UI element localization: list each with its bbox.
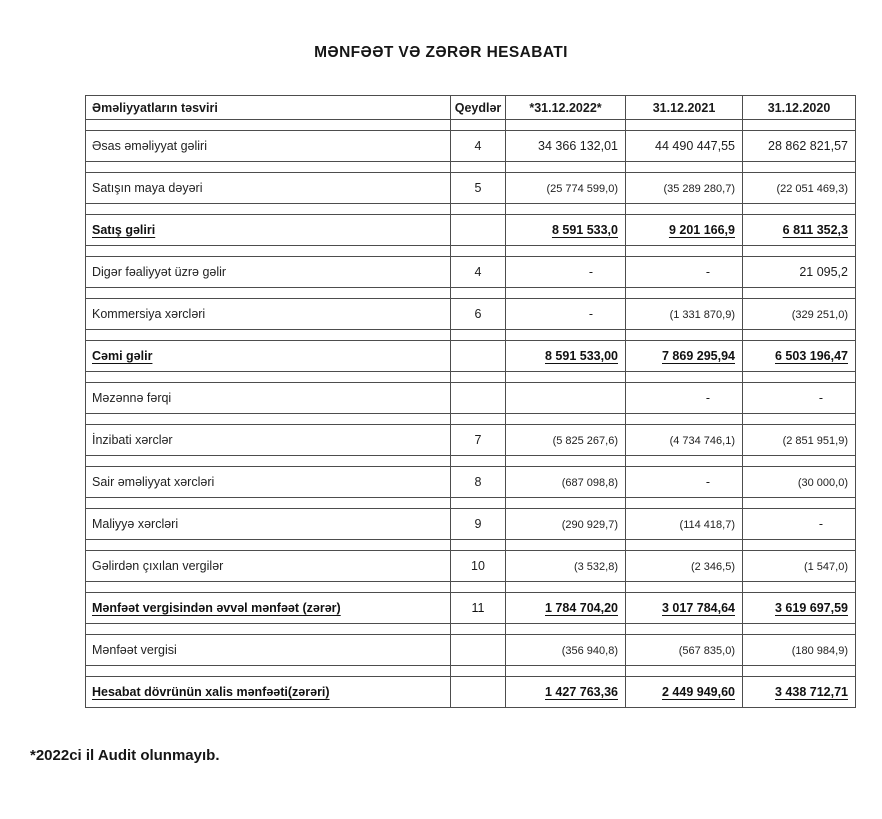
row-value-cell — [506, 257, 626, 288]
row-value: (22 051 469,3) — [776, 183, 848, 195]
row-value-cell — [743, 173, 856, 204]
table-row — [86, 635, 856, 666]
row-value-cell — [743, 635, 856, 666]
row-value-cell — [506, 425, 626, 456]
row-value-cell — [743, 257, 856, 288]
spacer-cell — [743, 246, 856, 257]
spacer-cell — [451, 330, 506, 341]
row-value: 6 503 196,47 — [775, 349, 848, 363]
spacer-cell — [626, 120, 743, 131]
row-value-cell — [626, 383, 743, 414]
row-value: (30 000,0) — [797, 477, 848, 489]
row-value-cell — [626, 425, 743, 456]
spacer-cell — [86, 120, 451, 131]
spacer-cell — [743, 540, 856, 551]
row-value: 1 784 704,20 — [545, 601, 618, 615]
row-note-cell — [451, 383, 506, 414]
row-label: Əsas əməliyyat gəliri — [92, 139, 207, 153]
spacer-cell — [506, 120, 626, 131]
table-body — [86, 120, 856, 708]
spacer-row — [86, 582, 856, 593]
row-value-cell — [506, 341, 626, 372]
spacer-cell — [743, 372, 856, 383]
row-label-cell — [86, 509, 451, 540]
table-row — [86, 299, 856, 330]
spacer-cell — [743, 414, 856, 425]
row-value: 34 366 132,01 — [538, 139, 618, 153]
spacer-cell — [626, 372, 743, 383]
row-value: 2 449 949,60 — [662, 685, 735, 699]
row-label: İnzibati xərclər — [92, 433, 173, 447]
row-label-cell — [86, 551, 451, 582]
spacer-cell — [743, 624, 856, 635]
spacer-cell — [451, 162, 506, 173]
table-row — [86, 131, 856, 162]
row-value: 3 438 712,71 — [775, 685, 848, 699]
spacer-cell — [86, 330, 451, 341]
table-row — [86, 467, 856, 498]
row-label: Cəmi gəlir — [92, 349, 153, 363]
spacer-row — [86, 540, 856, 551]
spacer-cell — [743, 582, 856, 593]
row-value-cell — [626, 173, 743, 204]
profit-loss-table — [85, 95, 856, 708]
spacer-cell — [86, 498, 451, 509]
spacer-cell — [86, 624, 451, 635]
table-header-row — [86, 96, 856, 120]
row-value: - — [588, 265, 593, 279]
row-value-cell — [506, 551, 626, 582]
audit-footnote: *2022ci il Audit olunmayıb. — [30, 747, 220, 764]
table-row — [86, 341, 856, 372]
row-value: 9 201 166,9 — [668, 223, 735, 237]
spacer-cell — [451, 372, 506, 383]
row-value: 44 490 447,55 — [655, 139, 735, 153]
spacer-cell — [86, 372, 451, 383]
table-row — [86, 677, 856, 708]
table-row — [86, 509, 856, 540]
row-label: Kommersiya xərcləri — [92, 307, 206, 321]
page-title: MƏNFƏƏT VƏ ZƏRƏR HESABATI — [314, 44, 568, 61]
row-note-cell: 4 — [451, 257, 506, 288]
spacer-row — [86, 246, 856, 257]
row-value: 7 869 295,94 — [662, 349, 735, 363]
row-value: 8 591 533,00 — [545, 349, 618, 363]
spacer-cell — [451, 540, 506, 551]
spacer-cell — [743, 162, 856, 173]
row-value-cell — [506, 467, 626, 498]
spacer-cell — [86, 414, 451, 425]
row-label-cell — [86, 299, 451, 330]
row-label-cell — [86, 257, 451, 288]
row-label-cell — [86, 173, 451, 204]
header-notes: Qeydlər — [451, 96, 506, 120]
row-value-cell — [626, 131, 743, 162]
spacer-cell — [743, 498, 856, 509]
spacer-cell — [451, 414, 506, 425]
row-value: (1 547,0) — [803, 561, 848, 573]
row-value-cell — [743, 215, 856, 246]
table-row — [86, 425, 856, 456]
row-value-cell — [626, 635, 743, 666]
row-label-cell — [86, 677, 451, 708]
spacer-cell — [626, 624, 743, 635]
spacer-row — [86, 414, 856, 425]
spacer-cell — [86, 540, 451, 551]
row-value: - — [705, 475, 710, 489]
row-note-cell: 7 — [451, 425, 506, 456]
row-value-cell — [626, 341, 743, 372]
spacer-cell — [506, 288, 626, 299]
spacer-cell — [506, 372, 626, 383]
row-value: 1 427 763,36 — [545, 685, 618, 699]
table-header — [86, 96, 856, 120]
row-note-cell: 8 — [451, 467, 506, 498]
spacer-cell — [626, 288, 743, 299]
spacer-cell — [626, 204, 743, 215]
row-value-cell — [506, 131, 626, 162]
row-label-cell — [86, 593, 451, 624]
spacer-cell — [506, 456, 626, 467]
row-label: Mənfəət vergisi — [92, 643, 177, 657]
spacer-cell — [451, 246, 506, 257]
spacer-cell — [743, 456, 856, 467]
spacer-cell — [626, 330, 743, 341]
spacer-cell — [451, 204, 506, 215]
row-label-cell — [86, 425, 451, 456]
spacer-cell — [506, 330, 626, 341]
spacer-cell — [743, 288, 856, 299]
row-value: (5 825 267,6) — [552, 435, 618, 447]
row-value: (25 774 599,0) — [546, 183, 618, 195]
row-value: 8 591 533,0 — [551, 223, 618, 237]
spacer-cell — [626, 498, 743, 509]
row-value-cell — [626, 509, 743, 540]
row-value-cell — [506, 635, 626, 666]
spacer-cell — [86, 582, 451, 593]
row-value-cell — [626, 677, 743, 708]
spacer-cell — [86, 246, 451, 257]
row-note-cell: 11 — [451, 593, 506, 624]
row-value-cell — [626, 551, 743, 582]
row-value: (1 331 870,9) — [669, 309, 735, 321]
row-value-cell — [506, 173, 626, 204]
row-note-cell — [451, 677, 506, 708]
row-label-cell — [86, 131, 451, 162]
header-2021: 31.12.2021 — [626, 96, 743, 120]
spacer-cell — [86, 288, 451, 299]
row-value: - — [588, 307, 593, 321]
row-value: (35 289 280,7) — [663, 183, 735, 195]
row-label-cell — [86, 215, 451, 246]
row-value-cell — [743, 341, 856, 372]
spacer-row — [86, 372, 856, 383]
row-note-cell: 5 — [451, 173, 506, 204]
row-value-cell — [743, 383, 856, 414]
spacer-cell — [626, 582, 743, 593]
spacer-cell — [451, 666, 506, 677]
spacer-cell — [86, 204, 451, 215]
row-value: (329 251,0) — [791, 309, 848, 321]
row-value: (567 835,0) — [678, 645, 735, 657]
row-value-cell — [743, 509, 856, 540]
row-value: (114 418,7) — [679, 519, 735, 531]
spacer-cell — [506, 414, 626, 425]
row-value-cell — [626, 257, 743, 288]
row-value-cell — [743, 131, 856, 162]
row-label: Sair əməliyyat xərcləri — [92, 475, 215, 489]
row-value-cell — [626, 467, 743, 498]
header-2022: *31.12.2022* — [506, 96, 626, 120]
row-label: Satışın maya dəyəri — [92, 181, 203, 195]
row-value-cell — [506, 383, 626, 414]
row-label: Mənfəət vergisindən əvvəl mənfəət (zərər) — [92, 601, 341, 615]
spacer-cell — [743, 666, 856, 677]
row-value: 3 017 784,64 — [662, 601, 735, 615]
row-value-cell — [626, 215, 743, 246]
row-value-cell — [506, 299, 626, 330]
row-value-cell — [743, 551, 856, 582]
row-label-cell — [86, 341, 451, 372]
row-value: (3 532,8) — [573, 561, 618, 573]
spacer-row — [86, 666, 856, 677]
row-label: Maliyyə xərcləri — [92, 517, 179, 531]
spacer-cell — [451, 498, 506, 509]
row-value: (2 851 951,9) — [782, 435, 848, 447]
row-value-cell — [743, 299, 856, 330]
table-row — [86, 173, 856, 204]
row-note-cell: 4 — [451, 131, 506, 162]
row-value: - — [705, 391, 710, 405]
row-value: 21 095,2 — [799, 265, 848, 279]
row-value-cell — [626, 593, 743, 624]
spacer-cell — [451, 288, 506, 299]
row-value: (4 734 746,1) — [669, 435, 735, 447]
row-label-cell — [86, 383, 451, 414]
table-row — [86, 551, 856, 582]
table-row — [86, 383, 856, 414]
spacer-cell — [626, 540, 743, 551]
row-label: Gəlirdən çıxılan vergilər — [92, 559, 224, 573]
spacer-row — [86, 204, 856, 215]
spacer-cell — [626, 666, 743, 677]
row-note-cell: 10 — [451, 551, 506, 582]
row-value: - — [705, 265, 710, 279]
table-row — [86, 215, 856, 246]
spacer-cell — [743, 120, 856, 131]
spacer-cell — [86, 162, 451, 173]
spacer-cell — [506, 498, 626, 509]
row-value-cell — [743, 677, 856, 708]
row-value-cell — [506, 215, 626, 246]
table-row — [86, 593, 856, 624]
row-value-cell — [506, 593, 626, 624]
table-row — [86, 257, 856, 288]
spacer-cell — [506, 162, 626, 173]
row-value: 3 619 697,59 — [775, 601, 848, 615]
spacer-cell — [626, 456, 743, 467]
spacer-row — [86, 330, 856, 341]
row-note-cell — [451, 635, 506, 666]
row-note-cell: 6 — [451, 299, 506, 330]
spacer-cell — [743, 330, 856, 341]
spacer-cell — [86, 456, 451, 467]
spacer-row — [86, 624, 856, 635]
row-note-cell — [451, 341, 506, 372]
row-value-cell — [743, 593, 856, 624]
row-value-cell — [506, 677, 626, 708]
row-value: (356 940,8) — [561, 645, 618, 657]
spacer-cell — [506, 204, 626, 215]
row-note-cell — [451, 215, 506, 246]
spacer-cell — [506, 582, 626, 593]
spacer-row — [86, 498, 856, 509]
row-value-cell — [506, 509, 626, 540]
row-value: 6 811 352,3 — [782, 223, 848, 237]
row-note-cell: 9 — [451, 509, 506, 540]
row-value: (180 984,9) — [791, 645, 848, 657]
row-label: Digər fəaliyyət üzrə gəlir — [92, 265, 227, 279]
row-value-cell — [743, 425, 856, 456]
row-value: (290 929,7) — [561, 519, 618, 531]
spacer-cell — [451, 582, 506, 593]
spacer-cell — [506, 624, 626, 635]
spacer-cell — [626, 246, 743, 257]
row-label-cell — [86, 467, 451, 498]
spacer-cell — [86, 666, 451, 677]
spacer-cell — [743, 204, 856, 215]
spacer-row — [86, 456, 856, 467]
spacer-cell — [626, 414, 743, 425]
row-value-cell — [743, 467, 856, 498]
row-label: Satış gəliri — [92, 223, 156, 237]
spacer-cell — [451, 120, 506, 131]
header-description: Əməliyyatların təsviri — [86, 96, 451, 120]
row-value: (2 346,5) — [690, 561, 735, 573]
spacer-row — [86, 162, 856, 173]
row-value: - — [818, 391, 823, 405]
spacer-cell — [506, 246, 626, 257]
row-value-cell — [626, 299, 743, 330]
row-value: 28 862 821,57 — [768, 139, 848, 153]
spacer-cell — [626, 162, 743, 173]
spacer-cell — [506, 666, 626, 677]
row-label: Məzənnə fərqi — [92, 391, 172, 405]
spacer-cell — [451, 456, 506, 467]
row-value: - — [818, 517, 823, 531]
spacer-cell — [506, 540, 626, 551]
header-2020: 31.12.2020 — [743, 96, 856, 120]
spacer-cell — [451, 624, 506, 635]
spacer-row — [86, 120, 856, 131]
row-label: Hesabat dövrünün xalis mənfəəti(zərəri) — [92, 685, 330, 699]
spacer-row — [86, 288, 856, 299]
row-label-cell — [86, 635, 451, 666]
row-value: (687 098,8) — [561, 477, 618, 489]
